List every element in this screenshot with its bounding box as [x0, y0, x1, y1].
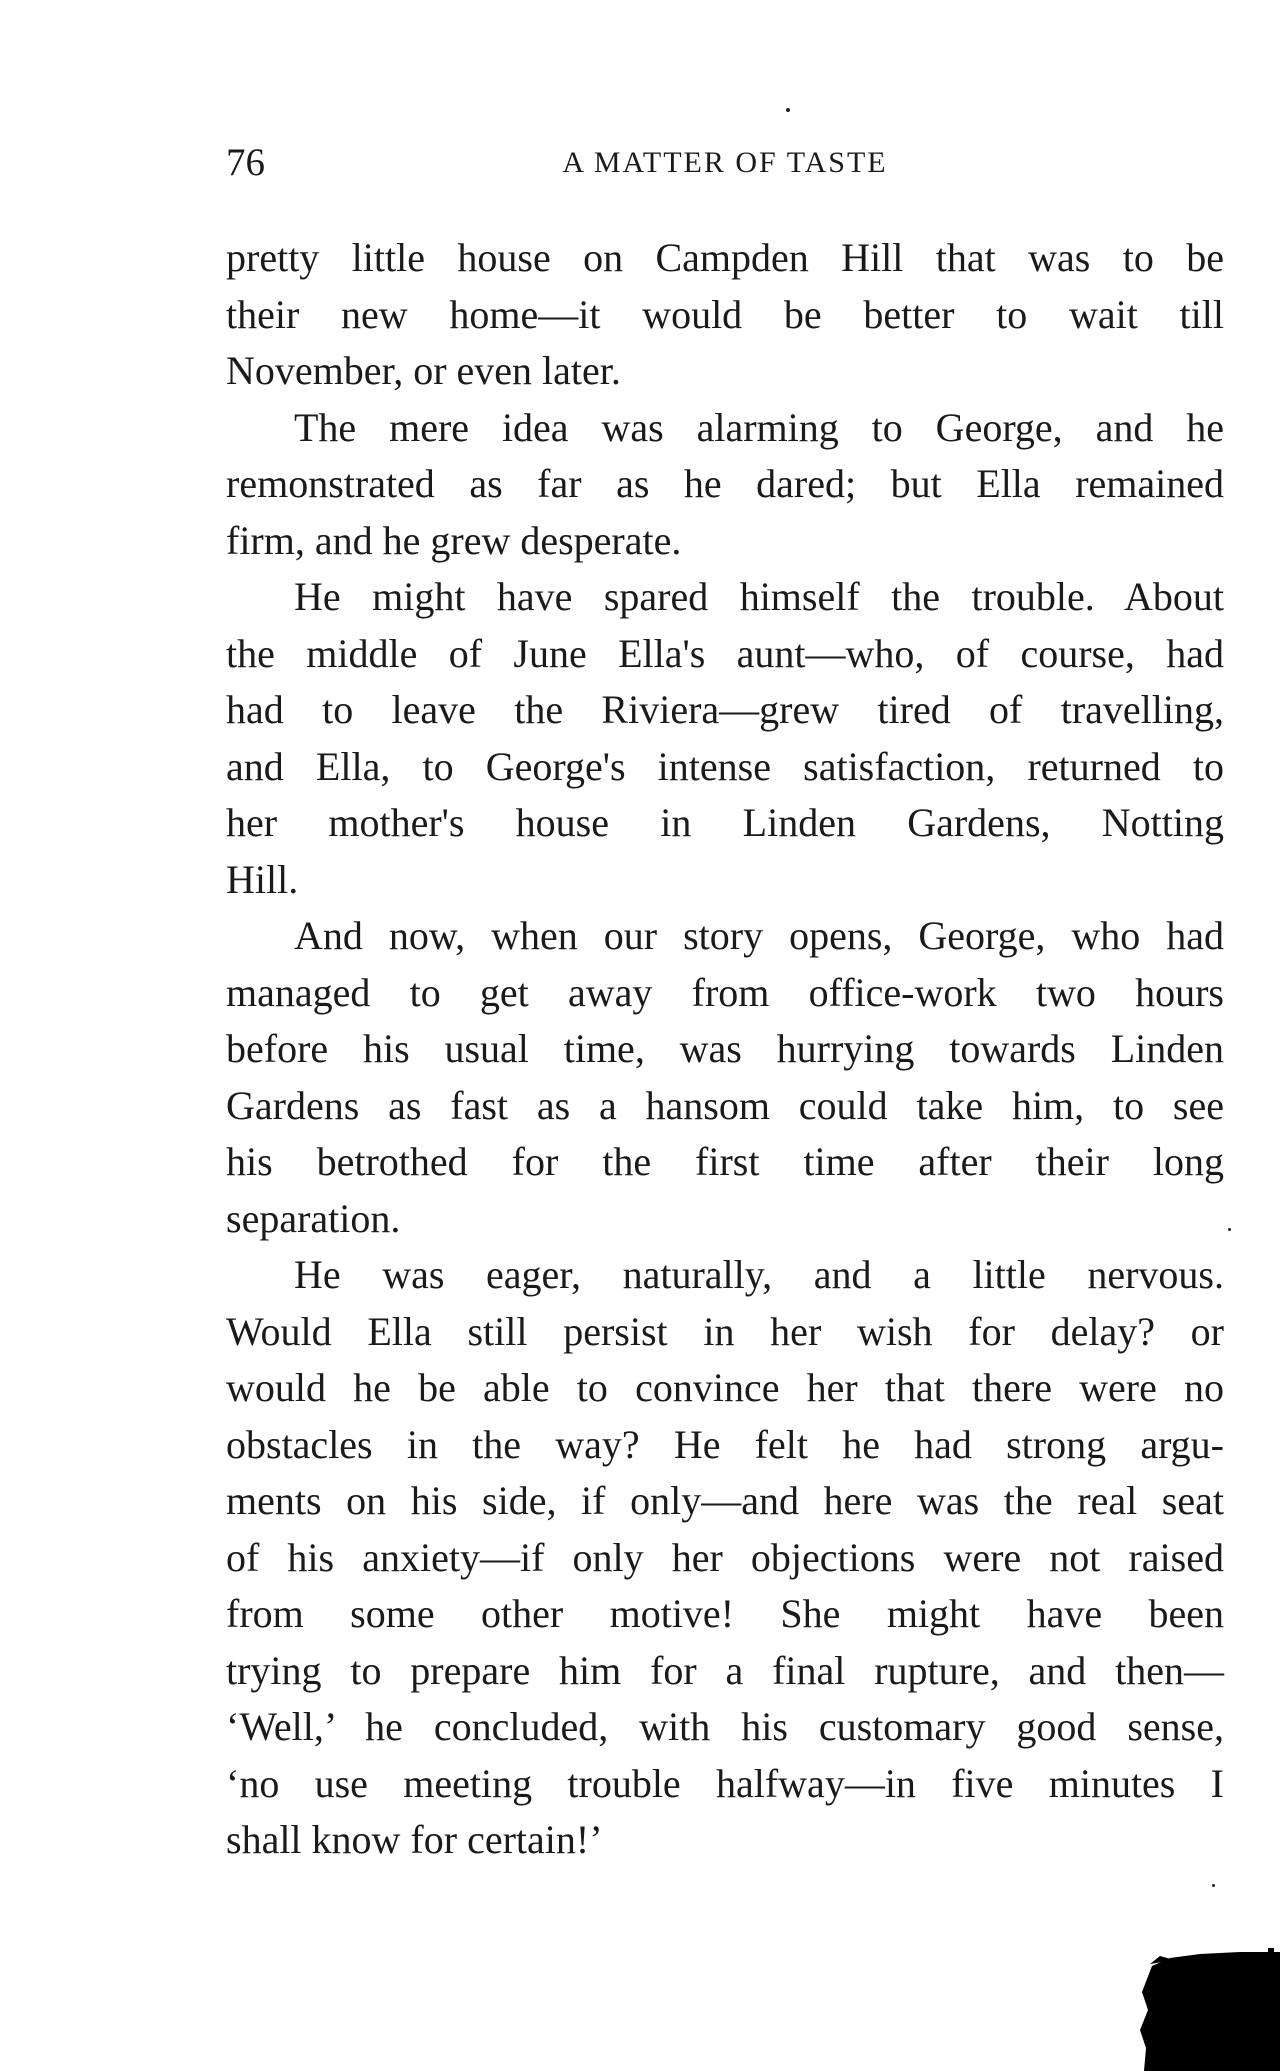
- text-line: Hill.: [226, 856, 299, 902]
- page-header: [226, 138, 1224, 188]
- text-line: ‘Well,’ he concluded, with his customary good sense,: [226, 1704, 1224, 1749]
- text-line: The mere idea was alarming to George, and he: [294, 404, 1224, 450]
- text-line: would he be able to convince her that there were no: [226, 1365, 1224, 1410]
- text-line: November, or even later.: [226, 348, 621, 393]
- text-line: Gardens as fast as a hansom could take him, to see: [226, 1082, 1224, 1128]
- text-line: Would Ella still persist in her wish for delay? or: [226, 1308, 1224, 1354]
- text-line: remonstrated as far as he dared; but Ella remained: [226, 461, 1224, 506]
- text-line: And now, when our story opens, George, who had: [294, 913, 1224, 958]
- paragraph: [226, 569, 1224, 908]
- text-line: separation.: [226, 1195, 401, 1241]
- ink-speck: [1212, 1884, 1215, 1887]
- text-line: ‘no use meeting trouble halfway—in five minutes I: [226, 1760, 1224, 1806]
- text-line: and Ella, to George's intense satisfaction, returned to: [226, 743, 1224, 789]
- text-line: before his usual time, was hurrying towards Linden: [226, 1026, 1224, 1071]
- paragraph: [226, 908, 1224, 1247]
- text-line: from some other motive! She might have been: [226, 1591, 1224, 1636]
- ink-speck: [1228, 1228, 1231, 1231]
- paragraph: [226, 400, 1224, 570]
- running-title: A MATTER OF TASTE: [562, 146, 888, 179]
- text-line: his betrothed for the first time after their long: [226, 1139, 1224, 1184]
- text-line: the middle of June Ella's aunt—who, of course, had: [226, 630, 1224, 676]
- paragraph: [226, 230, 1224, 400]
- text-line: her mother's house in Linden Gardens, Notting: [226, 800, 1224, 845]
- text-line: their new home—it would be better to wait till: [226, 291, 1224, 337]
- text-line: He might have spared himself the trouble. About: [294, 574, 1224, 619]
- text-line: He was eager, naturally, and a little nervous.: [294, 1252, 1224, 1297]
- scan-artifact-corner: [1130, 1948, 1280, 2071]
- body-text: [226, 230, 1224, 1869]
- paragraph: [226, 1247, 1224, 1869]
- text-line: had to leave the Riviera—grew tired of travelling,: [226, 687, 1224, 732]
- page-number: 76: [226, 141, 265, 184]
- text-line: ments on his side, if only—and here was the real seat: [226, 1478, 1224, 1523]
- text-line: pretty little house on Campden Hill that was to be: [226, 235, 1224, 280]
- text-line: obstacles in the way? He felt he had strong argu-: [226, 1421, 1224, 1467]
- text-line: trying to prepare him for a final rupture, and then—: [226, 1647, 1224, 1693]
- text-line: managed to get away from office-work two hours: [226, 969, 1224, 1015]
- text-line: of his anxiety—if only her objections were not raised: [226, 1534, 1224, 1580]
- text-line: shall know for certain!’: [226, 1817, 603, 1862]
- ink-speck: [786, 108, 790, 112]
- text-line: firm, and he grew desperate.: [226, 517, 682, 563]
